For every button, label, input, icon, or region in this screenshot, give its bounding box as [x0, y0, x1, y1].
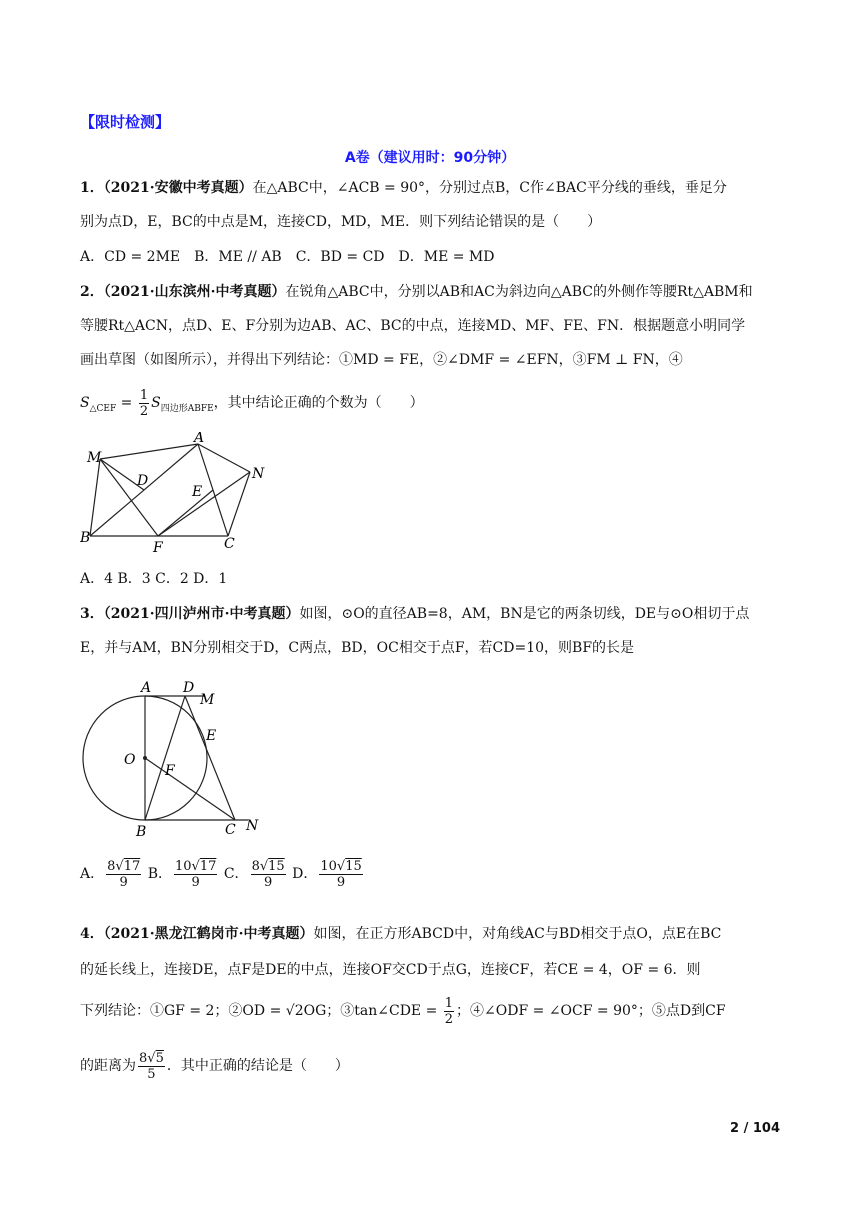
q4-text-3a: 下列结论：①GF = 2；②OD = √2OG；③tan∠CDE = [80, 1003, 442, 1019]
q3-opt-b-coef: 10 [175, 858, 192, 874]
q3-opt-c-coef: 8 [251, 858, 260, 874]
q3-opt-a-letter: A． [80, 866, 105, 882]
q4-tan-num: 1 [444, 995, 454, 1011]
q4-tan-fraction [444, 996, 454, 1027]
q3-opt-d-frac: $\frac{10√15}{9}$ [320, 858, 362, 890]
q3-label-N: N [246, 818, 259, 834]
q1-options: A．CD = 2ME B．ME // AB C．BD = CD D．ME = MD [80, 249, 495, 265]
q2-line4 [80, 385, 780, 427]
q3-opt-b-rad: 17 [199, 858, 217, 874]
q1-text-1: 在△ABC中，∠ACB = 90°，分别过点B，C作∠BAC平分线的垂线，垂足分 [252, 180, 727, 196]
q4-text-3b: ；④∠ODF = ∠OCF = 90°；⑤点D到CF [456, 1003, 726, 1019]
q4-line1 [80, 924, 780, 944]
q2-figure [80, 432, 280, 556]
q3-center-dot [143, 756, 147, 760]
q4-line2: 的延长线上，连接DE，点F是DE的中点，连接OF交CD于点G，连接CF，若CE = 4，OF = 6．则 [80, 962, 701, 978]
q3-label-E: E [206, 728, 217, 744]
q3-line1 [80, 604, 780, 624]
q2-source: （2021·山东滨州·中考真题） [103, 284, 286, 300]
q4-tan-den: 2 [444, 1011, 454, 1027]
q4-line4 [80, 1048, 780, 1084]
q2-area-sub2: 四边形ABFE [160, 403, 214, 414]
q3-opt-d-coef: 10 [320, 858, 337, 874]
q4-dist-coef: 8 [139, 1050, 148, 1066]
q3-figure [80, 678, 270, 838]
q4-text-4b: ．其中正确的结论是（ ） [166, 1058, 349, 1074]
q2-label-N: N [252, 466, 265, 482]
q3-line2: E，并与AM，BN分别相交于D，C两点，BD，OC相交于点F，若CD=10，则BF的长是 [80, 640, 635, 656]
q4-dist-rad: 5 [155, 1050, 164, 1066]
q3-label-A: A [141, 680, 152, 696]
q2-equals: = [116, 395, 137, 411]
q1-line1 [80, 178, 780, 198]
q3-label-M: M [200, 692, 215, 708]
q1-line2: 别为点D，E，BC的中点是M，连接CD，MD，ME．则下列结论错误的是（ ） [80, 214, 602, 230]
q3-opt-a-frac: $\frac{8√17}{9}$ [107, 858, 141, 890]
q3-opt-a-coef: 8 [107, 858, 116, 874]
q2-label-E: E [192, 484, 203, 500]
q2-fraction [139, 388, 149, 419]
q2-label-A: A [194, 432, 205, 446]
q4-source: （2021·黑龙江鹤岗市·中考真题） [103, 926, 314, 942]
q3-text-1: 如图，⊙O的直径AB=8，AM，BN是它的两条切线，DE与⊙O相切于点 [299, 606, 750, 622]
q3-opt-b-frac: $\frac{10√17}{9}$ [175, 858, 217, 890]
q2-area-s1: S [80, 395, 90, 411]
q2-frac-den: 2 [139, 403, 149, 419]
q2-text-1: 在锐角△ABC中，分别以AB和AC为斜边向△ABC的外侧作等腰Rt△ABM和 [285, 284, 753, 300]
q4-distance-fraction: $\frac{8√5}{5}$ [139, 1050, 164, 1082]
q3-opt-a-rad: 17 [123, 858, 141, 874]
q4-line3 [80, 994, 780, 1028]
q2-options: A．4 B．3 C．2 D．1 [80, 571, 228, 587]
q3-label-B: B [136, 824, 147, 838]
q2-frac-num: 1 [139, 387, 149, 403]
subsection-title: A卷（建议用时：90分钟） [344, 150, 516, 166]
q4-text-4a: 的距离为 [80, 1058, 136, 1074]
q4-text-1: 如图，在正方形ABCD中，对角线AC与BD相交于点O，点E在BC [313, 926, 722, 942]
q2-label-D: D [137, 473, 149, 489]
q3-number: 3． [80, 606, 104, 622]
q3-opt-b-den: 9 [191, 874, 200, 890]
q3-label-C: C [225, 822, 236, 838]
q3-opt-a-den: 9 [119, 874, 128, 890]
q2-label-M: M [87, 450, 102, 466]
q3-opt-d-letter: D． [292, 866, 318, 882]
q3-label-F: F [165, 763, 175, 779]
q2-line1 [80, 282, 780, 302]
q4-number: 4． [80, 926, 104, 942]
q3-opt-d-rad: 15 [345, 858, 362, 874]
q3-opt-c-den: 9 [263, 874, 273, 890]
q2-label-B: B [80, 530, 91, 546]
q3-opt-c-rad: 15 [268, 858, 285, 874]
q3-options [80, 858, 780, 890]
q3-label-D: D [183, 680, 195, 696]
q1-number: 1． [80, 180, 104, 196]
q1-source: （2021·安徽中考真题） [103, 180, 253, 196]
q3-label-O: O [124, 752, 136, 768]
q3-opt-c-frac: $\frac{8√15}{9}$ [251, 858, 285, 890]
q3-opt-c-letter: C． [223, 866, 249, 882]
q3-opt-b-letter: B． [147, 866, 172, 882]
q3-opt-d-den: 9 [336, 874, 346, 890]
page-number: 2 / 104 [730, 1121, 780, 1136]
q2-text-4: ，其中结论正确的个数为（ ） [213, 395, 424, 411]
q2-label-F: F [153, 540, 163, 556]
q2-line2: 等腰Rt△ACN，点D、E、F分别为边AB、AC、BC的中点，连接MD、MF、FE、FN．根据题意小明同学 [80, 318, 746, 334]
q2-label-C: C [224, 536, 235, 552]
q2-number: 2． [80, 284, 104, 300]
section-title: 【限时检测】 [80, 113, 171, 131]
q3-source: （2021·四川泸州市·中考真题） [103, 606, 300, 622]
q2-area-s2: S [151, 395, 161, 411]
q2-line3: 画出草图（如图所示），并得出下列结论：①MD = FE，②∠DMF = ∠EFN，③FM ⊥ FN，④ [80, 352, 683, 368]
q4-dist-den: 5 [147, 1066, 156, 1082]
q2-area-sub1: △CEF [89, 403, 117, 414]
